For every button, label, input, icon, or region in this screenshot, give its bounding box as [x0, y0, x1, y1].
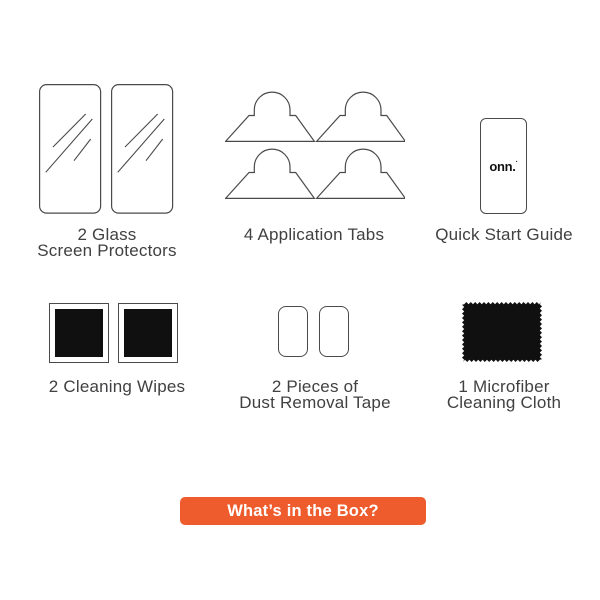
screen-protectors-icon — [39, 84, 176, 214]
whats-in-the-box-button[interactable]: What’s in the Box? — [180, 497, 426, 525]
cleaning-wipe-packet — [118, 303, 178, 363]
onn-logo: onn.· — [489, 158, 518, 174]
cleaning-wipes-icon — [49, 303, 178, 363]
cleaning-wipe-fill — [124, 309, 172, 357]
microfiber-cloth-icon — [462, 302, 542, 362]
cleaning-wipes-label: 2 Cleaning Wipes — [48, 377, 186, 396]
quick-start-guide-label: Quick Start Guide — [435, 225, 573, 244]
cleaning-wipe-fill — [55, 309, 103, 357]
onn-logo-tm-dot: · — [515, 158, 518, 166]
dust-tape-piece — [278, 306, 308, 357]
application-tabs-label: 4 Application Tabs — [243, 225, 385, 244]
quick-start-guide-icon — [480, 118, 527, 214]
cleaning-wipe-packet — [49, 303, 109, 363]
dust-removal-tape-label: 2 Pieces of Dust Removal Tape — [239, 377, 391, 412]
dust-removal-tape-icon — [278, 306, 349, 357]
microfiber-cloth-label: 1 Microfiber Cleaning Cloth — [446, 377, 562, 412]
dust-tape-piece — [319, 306, 349, 357]
screen-protectors-label: 2 Glass Screen Protectors — [37, 225, 177, 260]
application-tabs-icon — [225, 90, 405, 200]
